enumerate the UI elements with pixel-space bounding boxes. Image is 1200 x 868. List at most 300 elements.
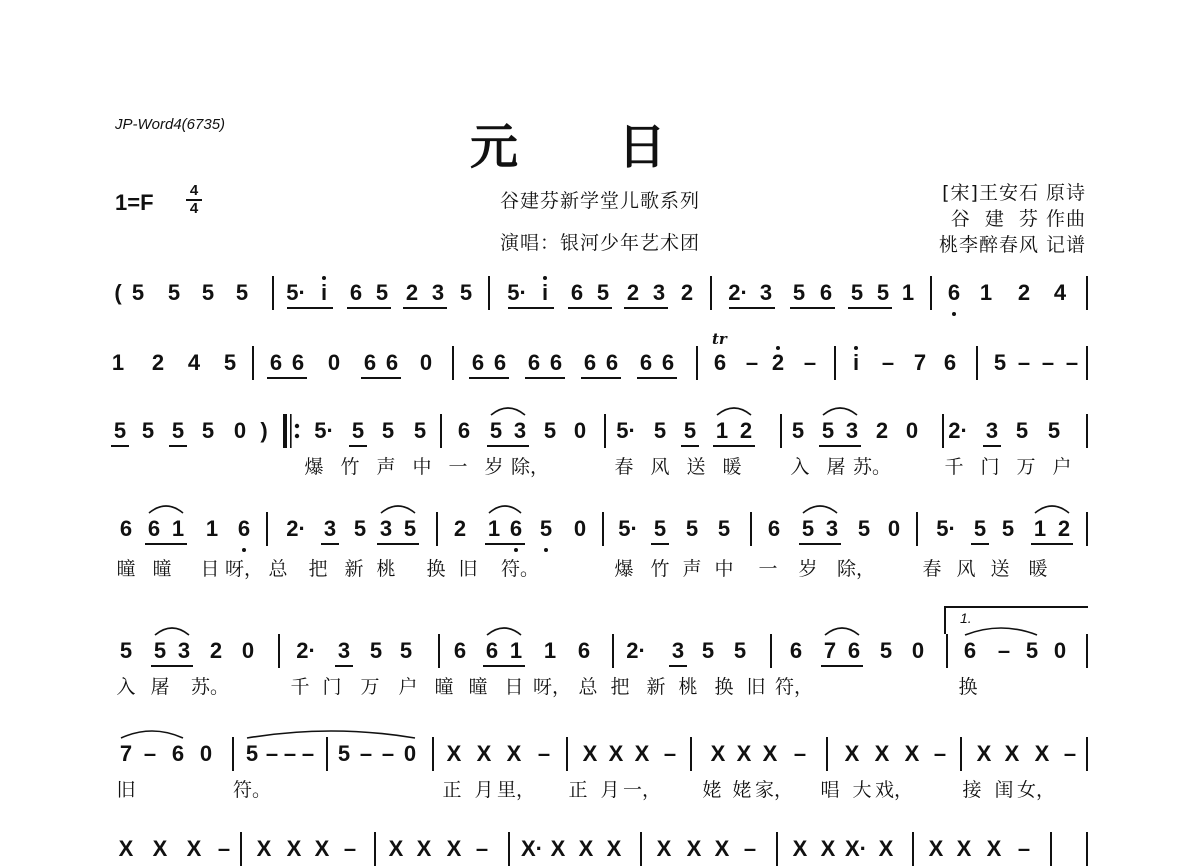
lyric-syllable: 春 bbox=[922, 558, 942, 580]
note: 5· bbox=[616, 418, 636, 443]
bar-line bbox=[696, 346, 698, 380]
slur-arc bbox=[822, 404, 858, 416]
note: 0 bbox=[233, 418, 247, 443]
note: 2· bbox=[728, 280, 748, 305]
note: i bbox=[852, 350, 860, 375]
note: – bbox=[1063, 741, 1077, 766]
bar-line bbox=[826, 737, 828, 771]
lyric-syllable: 符。 bbox=[500, 558, 540, 580]
note: 6 bbox=[819, 280, 833, 305]
note: 2 bbox=[875, 418, 889, 443]
bar-line bbox=[566, 737, 568, 771]
note: 5· bbox=[936, 516, 956, 541]
note: 1 bbox=[979, 280, 993, 305]
bar-line bbox=[240, 832, 242, 866]
note: 3 bbox=[759, 280, 773, 305]
note: – bbox=[217, 836, 231, 861]
lyric-syllable: 声 bbox=[376, 456, 396, 478]
note: 6 bbox=[237, 516, 251, 541]
note: 5 bbox=[413, 418, 427, 443]
note: – bbox=[359, 741, 373, 766]
note: 5· bbox=[314, 418, 334, 443]
lyric-syllable: 竹 bbox=[650, 558, 670, 580]
note: 2· bbox=[286, 516, 306, 541]
note: 5 bbox=[1015, 418, 1029, 443]
time-signature bbox=[186, 184, 202, 216]
note: 1 bbox=[543, 638, 557, 663]
note: 6 bbox=[583, 350, 597, 375]
bar-line bbox=[780, 414, 782, 448]
note: 0 bbox=[419, 350, 433, 375]
slur-arc bbox=[246, 727, 416, 739]
lyric-line bbox=[114, 672, 1088, 704]
note: – bbox=[143, 741, 157, 766]
note: 5 bbox=[791, 418, 805, 443]
beam-underline bbox=[508, 307, 554, 309]
note: X bbox=[578, 836, 594, 861]
note: 2 bbox=[453, 516, 467, 541]
bar-line bbox=[1086, 346, 1088, 380]
bar-line bbox=[1050, 832, 1052, 866]
note: X bbox=[446, 741, 462, 766]
note: 5 bbox=[1025, 638, 1039, 663]
bar-line bbox=[834, 346, 836, 380]
software-watermark: JP-Word4(6735) bbox=[115, 116, 226, 133]
bar-line bbox=[640, 832, 642, 866]
note: 5 bbox=[801, 516, 815, 541]
note: 1 bbox=[509, 638, 523, 663]
lyric-line bbox=[114, 775, 1088, 807]
lyric-syllable: 曈 bbox=[468, 676, 488, 698]
note: X bbox=[656, 836, 672, 861]
note: 5 bbox=[876, 280, 890, 305]
lyric-syllable: 除， bbox=[510, 456, 550, 478]
note: X bbox=[820, 836, 836, 861]
note: 6 bbox=[713, 350, 727, 375]
slur-arc bbox=[120, 727, 184, 739]
note: 5 bbox=[596, 280, 610, 305]
note: 5 bbox=[653, 516, 667, 541]
lyric-syllable: 换 bbox=[426, 558, 446, 580]
note: 6 bbox=[527, 350, 541, 375]
note: 6 bbox=[171, 741, 185, 766]
note: 5 bbox=[993, 350, 1007, 375]
beam-underline bbox=[485, 543, 525, 545]
score-system bbox=[114, 610, 1088, 670]
key-signature: 1=F bbox=[115, 190, 154, 215]
credit-transcriber: 桃李醉春风 记谱 bbox=[938, 234, 1086, 256]
note: 6 bbox=[363, 350, 377, 375]
note: 6 bbox=[485, 638, 499, 663]
lyric-syllable: 姥 bbox=[732, 779, 752, 801]
lyric-syllable: 中 bbox=[714, 558, 734, 580]
high-octave-dot bbox=[854, 346, 858, 350]
note: – bbox=[381, 741, 395, 766]
note: 6 bbox=[789, 638, 803, 663]
lyric-syllable: 万 bbox=[360, 676, 380, 698]
note: 2 bbox=[209, 638, 223, 663]
bar-line bbox=[1086, 512, 1088, 546]
note: 6 bbox=[577, 638, 591, 663]
note: 3 bbox=[323, 516, 337, 541]
lyric-syllable: 新 bbox=[646, 676, 666, 698]
note: – bbox=[1017, 836, 1031, 861]
note: 5 bbox=[857, 516, 871, 541]
note: 6 bbox=[570, 280, 584, 305]
bar-line bbox=[272, 276, 274, 310]
note: 2 bbox=[405, 280, 419, 305]
note: 2 bbox=[626, 280, 640, 305]
lyric-syllable: 呀， bbox=[532, 676, 572, 698]
note: 6 bbox=[549, 350, 563, 375]
bar-line bbox=[1086, 832, 1088, 866]
note: X bbox=[476, 741, 492, 766]
beam-underline bbox=[403, 307, 447, 309]
note: 7 bbox=[913, 350, 927, 375]
note: 5 bbox=[973, 516, 987, 541]
slur-arc bbox=[802, 502, 838, 514]
note: 5 bbox=[337, 741, 351, 766]
lyric-syllable: 姥 bbox=[702, 779, 722, 801]
note: 1 bbox=[111, 350, 125, 375]
note: 6 bbox=[453, 638, 467, 663]
beam-underline bbox=[713, 445, 755, 447]
bar-line bbox=[374, 832, 376, 866]
beam-underline bbox=[525, 377, 565, 379]
lyric-syllable: 曈 bbox=[116, 558, 136, 580]
note: ( bbox=[114, 280, 122, 305]
note: X bbox=[686, 836, 702, 861]
note: 6 bbox=[493, 350, 507, 375]
low-octave-dot bbox=[952, 312, 956, 316]
slur-arc bbox=[1034, 502, 1070, 514]
trill-mark: tr bbox=[712, 330, 727, 348]
note: 5 bbox=[245, 741, 259, 766]
beam-underline bbox=[347, 307, 391, 309]
note: X· bbox=[521, 836, 543, 861]
note: – bbox=[1065, 350, 1079, 375]
beam-underline bbox=[669, 665, 687, 667]
bar-line bbox=[488, 276, 490, 310]
note: – bbox=[475, 836, 489, 861]
note: 6 bbox=[963, 638, 977, 663]
beam-underline bbox=[681, 445, 699, 447]
bar-line bbox=[750, 512, 752, 546]
note: 2· bbox=[296, 638, 316, 663]
bar-line bbox=[960, 737, 962, 771]
note: 0 bbox=[327, 350, 341, 375]
lyric-syllable: 屠 bbox=[826, 456, 846, 478]
lyric-line bbox=[114, 452, 1088, 484]
first-ending-number: 1. bbox=[960, 610, 972, 626]
score-system bbox=[114, 836, 1088, 868]
note: X bbox=[904, 741, 920, 766]
note: 6 bbox=[509, 516, 523, 541]
beam-underline bbox=[483, 665, 525, 667]
note: 5 bbox=[683, 418, 697, 443]
bar-line bbox=[690, 737, 692, 771]
beam-underline bbox=[819, 445, 861, 447]
bar-line bbox=[438, 634, 440, 668]
note: X bbox=[314, 836, 330, 861]
note: 2 bbox=[739, 418, 753, 443]
beam-underline bbox=[335, 665, 353, 667]
lyric-syllable: 家， bbox=[754, 779, 794, 801]
beam-underline bbox=[729, 307, 775, 309]
beam-underline bbox=[581, 377, 621, 379]
beam-underline bbox=[151, 665, 193, 667]
note: X bbox=[416, 836, 432, 861]
note: 5 bbox=[879, 638, 893, 663]
beam-underline bbox=[821, 665, 863, 667]
note: i bbox=[541, 280, 549, 305]
bar-line bbox=[976, 346, 978, 380]
lyric-syllable: 曈 bbox=[152, 558, 172, 580]
lyric-syllable: 月 bbox=[600, 779, 620, 801]
note: – bbox=[997, 638, 1011, 663]
lyric-syllable: 大 bbox=[852, 779, 872, 801]
lyric-syllable: 闺 bbox=[994, 779, 1014, 801]
note: X bbox=[736, 741, 752, 766]
note: 6 bbox=[943, 350, 957, 375]
bar-line bbox=[946, 634, 948, 668]
beam-underline bbox=[287, 307, 333, 309]
note: 6 bbox=[471, 350, 485, 375]
note: 6 bbox=[147, 516, 161, 541]
lyric-syllable: 竹 bbox=[340, 456, 360, 478]
beam-underline bbox=[983, 445, 1001, 447]
note: 5 bbox=[717, 516, 731, 541]
note: 0 bbox=[241, 638, 255, 663]
lyric-syllable: 户 bbox=[1052, 456, 1072, 478]
lyric-syllable: 送 bbox=[990, 558, 1010, 580]
note: 0 bbox=[911, 638, 925, 663]
beam-underline bbox=[111, 445, 129, 447]
lyric-syllable: 苏。 bbox=[190, 676, 230, 698]
note: – bbox=[283, 741, 297, 766]
slur-arc bbox=[486, 624, 522, 636]
note: 3 bbox=[671, 638, 685, 663]
lyric-syllable: 日 bbox=[200, 558, 220, 580]
note: 3 bbox=[825, 516, 839, 541]
lyric-syllable: 风 bbox=[650, 456, 670, 478]
note: X· bbox=[845, 836, 867, 861]
lyric-syllable: 户 bbox=[398, 676, 418, 698]
note: 5 bbox=[733, 638, 747, 663]
note: 0 bbox=[573, 418, 587, 443]
bar-line bbox=[912, 832, 914, 866]
lyric-syllable: 总 bbox=[268, 558, 288, 580]
note: 2 bbox=[1017, 280, 1031, 305]
slur-arc bbox=[716, 404, 752, 416]
beam-underline bbox=[651, 543, 669, 545]
lyric-syllable: 一 bbox=[758, 558, 778, 580]
beam-underline bbox=[487, 445, 529, 447]
note: 6 bbox=[291, 350, 305, 375]
note: 5 bbox=[369, 638, 383, 663]
bar-line bbox=[770, 634, 772, 668]
note: 5 bbox=[543, 418, 557, 443]
note: X bbox=[976, 741, 992, 766]
lyric-syllable: 戏， bbox=[874, 779, 914, 801]
slur-arc bbox=[490, 404, 526, 416]
lyric-syllable: 声 bbox=[682, 558, 702, 580]
note: – bbox=[265, 741, 279, 766]
note: 6 bbox=[457, 418, 471, 443]
note: X bbox=[118, 836, 134, 861]
note: 3 bbox=[431, 280, 445, 305]
note: 0 bbox=[1053, 638, 1067, 663]
lyric-syllable: 入 bbox=[116, 676, 136, 698]
note: 5 bbox=[353, 516, 367, 541]
bar-line bbox=[602, 512, 604, 546]
beam-underline bbox=[568, 307, 612, 309]
beam-underline bbox=[637, 377, 677, 379]
note: X bbox=[1004, 741, 1020, 766]
note: – bbox=[803, 350, 817, 375]
note: – bbox=[793, 741, 807, 766]
lyric-syllable: 爆 bbox=[304, 456, 324, 478]
performer-line: 演唱：银河少年艺术团 bbox=[499, 232, 700, 254]
note: X bbox=[878, 836, 894, 861]
beam-underline bbox=[349, 445, 367, 447]
lyric-syllable: 桃 bbox=[678, 676, 698, 698]
note: 5 bbox=[223, 350, 237, 375]
lyric-syllable: 千 bbox=[290, 676, 310, 698]
note: 4 bbox=[187, 350, 201, 375]
note: X bbox=[1034, 741, 1050, 766]
lyric-syllable: 除， bbox=[836, 558, 876, 580]
note: 5· bbox=[286, 280, 306, 305]
high-octave-dot bbox=[322, 276, 326, 280]
note: X bbox=[956, 836, 972, 861]
lyric-syllable: 一 bbox=[448, 456, 468, 478]
note: 1 bbox=[901, 280, 915, 305]
score-system bbox=[111, 330, 1088, 382]
lyric-syllable: 门 bbox=[980, 456, 1000, 478]
note: 5 bbox=[167, 280, 181, 305]
note: 6 bbox=[119, 516, 133, 541]
note: – bbox=[301, 741, 315, 766]
note: X bbox=[874, 741, 890, 766]
note: i bbox=[320, 280, 328, 305]
bar-line bbox=[1086, 634, 1088, 668]
note: 5 bbox=[792, 280, 806, 305]
note: 3 bbox=[379, 516, 393, 541]
note: X bbox=[582, 741, 598, 766]
note: 5 bbox=[113, 418, 127, 443]
note: 5 bbox=[351, 418, 365, 443]
score-system bbox=[114, 741, 1088, 773]
beam-underline bbox=[169, 445, 187, 447]
note: 5· bbox=[618, 516, 638, 541]
bar-line bbox=[440, 414, 442, 448]
note: 5 bbox=[539, 516, 553, 541]
credit-composer: 谷 建 芬 作曲 bbox=[950, 208, 1086, 230]
bar-line bbox=[1086, 276, 1088, 310]
note: 6 bbox=[767, 516, 781, 541]
high-octave-dot bbox=[776, 346, 780, 350]
low-octave-dot bbox=[544, 548, 548, 552]
bar-line bbox=[278, 634, 280, 668]
beam-underline bbox=[971, 543, 989, 545]
note: – bbox=[663, 741, 677, 766]
lyric-syllable: 旧 bbox=[746, 676, 766, 698]
note: 0 bbox=[887, 516, 901, 541]
lyric-syllable: 日 bbox=[504, 676, 524, 698]
note: X bbox=[388, 836, 404, 861]
note: – bbox=[743, 836, 757, 861]
note: 1 bbox=[1033, 516, 1047, 541]
bar-line bbox=[252, 346, 254, 380]
note: 4 bbox=[1053, 280, 1067, 305]
beam-underline bbox=[1031, 543, 1073, 545]
bar-line bbox=[1086, 414, 1088, 448]
note: 5 bbox=[701, 638, 715, 663]
lyric-syllable: 新 bbox=[344, 558, 364, 580]
note: – bbox=[745, 350, 759, 375]
note: 5 bbox=[141, 418, 155, 443]
lyric-syllable: 岁 bbox=[798, 558, 818, 580]
note: – bbox=[933, 741, 947, 766]
note: X bbox=[634, 741, 650, 766]
note: X bbox=[256, 836, 272, 861]
lyric-syllable: 总 bbox=[578, 676, 598, 698]
note: 3 bbox=[513, 418, 527, 443]
note: X bbox=[844, 741, 860, 766]
note: 5 bbox=[653, 418, 667, 443]
bar-line bbox=[612, 634, 614, 668]
lyric-syllable: 入 bbox=[790, 456, 810, 478]
note: 3 bbox=[337, 638, 351, 663]
bar-line bbox=[432, 737, 434, 771]
bar-line bbox=[508, 832, 510, 866]
score-system bbox=[114, 418, 1088, 450]
lyric-syllable: 千 bbox=[944, 456, 964, 478]
note: – bbox=[1017, 350, 1031, 375]
slur-arc bbox=[154, 624, 190, 636]
note: 5 bbox=[153, 638, 167, 663]
note: X bbox=[152, 836, 168, 861]
note: X bbox=[506, 741, 522, 766]
note: 7 bbox=[119, 741, 133, 766]
note: 6 bbox=[269, 350, 283, 375]
slur-arc bbox=[380, 502, 416, 514]
lyric-syllable: 曈 bbox=[434, 676, 454, 698]
repeat-start-sign bbox=[282, 414, 302, 448]
note: 6 bbox=[847, 638, 861, 663]
note: 5 bbox=[399, 638, 413, 663]
score-system bbox=[114, 516, 1088, 548]
note: 5 bbox=[381, 418, 395, 443]
note: 7 bbox=[823, 638, 837, 663]
note: 1 bbox=[715, 418, 729, 443]
bar-line bbox=[452, 346, 454, 380]
bar-line bbox=[436, 512, 438, 546]
note: ) bbox=[260, 418, 268, 443]
note: 5 bbox=[201, 418, 215, 443]
time-sig-top: 4 bbox=[189, 182, 199, 199]
note: – bbox=[1041, 350, 1055, 375]
lyric-syllable: 中 bbox=[412, 456, 432, 478]
note: 5 bbox=[459, 280, 473, 305]
note: 2· bbox=[948, 418, 968, 443]
note: 5 bbox=[1001, 516, 1015, 541]
note: X bbox=[986, 836, 1002, 861]
note: 3 bbox=[985, 418, 999, 443]
lyric-syllable: 把 bbox=[610, 676, 630, 698]
bar-line bbox=[326, 737, 328, 771]
